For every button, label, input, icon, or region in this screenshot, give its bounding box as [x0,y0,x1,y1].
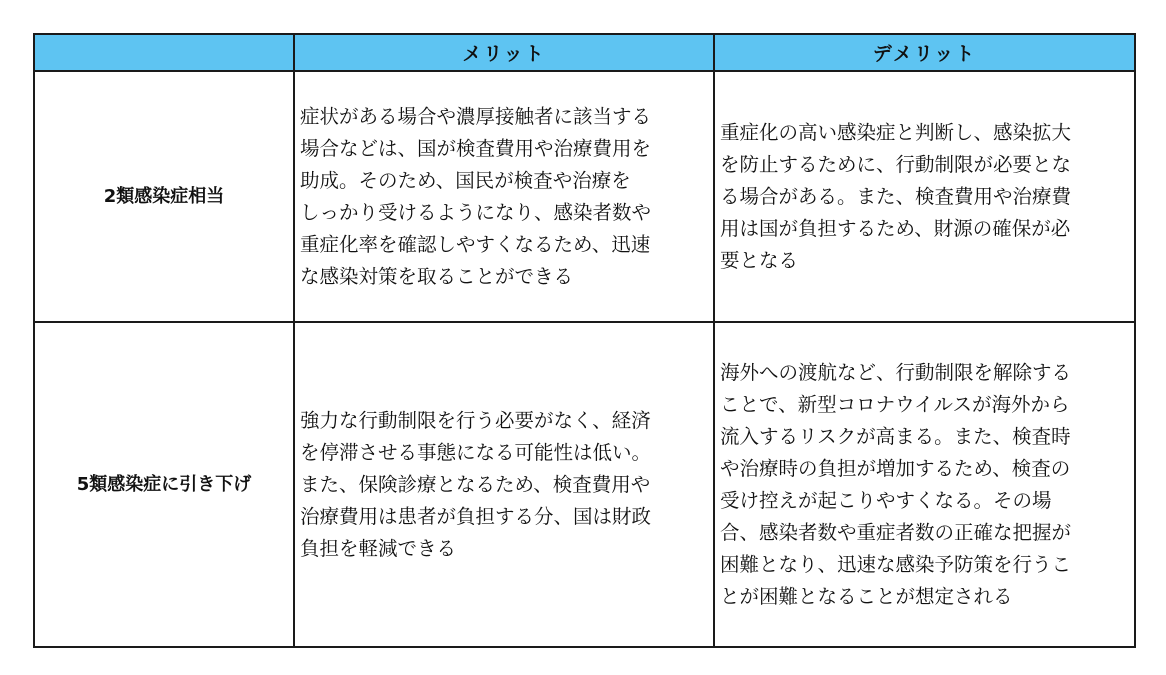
table-row [34,71,1135,322]
header-cell-empty [34,34,294,71]
row-label-class2: 2類感染症相当 [34,71,294,322]
table-header-row [34,34,1135,71]
comparison-table [33,33,1136,648]
merit-text-class2: 症状がある場合や濃厚接触者に該当する 場合などは、国が検査費用や治療費用を 助成。そのため、国民が検査や治療を しっかり受けるようになり、感染者数や 重症化率を確認しやすくなるため、迅速 な感染対策を取ることができる [300,104,652,288]
header-cell-demerit: デメリット [714,34,1135,71]
merit-cell-class2 [294,71,714,322]
demerit-text-class2: 重症化の高い感染症と判断し、感染拡大 を防止するために、行動制限が必要とな る場合がある。また、検査費用や治療費 用は国が負担するため、財源の確保が必 要となる [720,120,1072,272]
merit-text-class5: 強力な行動制限を行う必要がなく、経済 を停滞させる事態になる可能性は低い。 また、保険診療となるため、検査費用や 治療費用は患者が負担する分、国は財政 負担を軽減できる [300,408,652,560]
merit-cell-class5 [294,322,714,647]
header-cell-merit: メリット [294,34,714,71]
demerit-cell-class5 [714,322,1135,647]
comparison-table-container [33,33,1134,648]
table-row [34,322,1135,647]
row-label-class5: 5類感染症に引き下げ [34,322,294,647]
demerit-cell-class2 [714,71,1135,322]
demerit-text-class5: 海外への渡航など、行動制限を解除する ことで、新型コロナウイルスが海外から 流入するリスクが高まる。また、検査時 や治療時の負担が増加するため、検査の 受け控えが起こりやすくなる。その場 合、感染者数や重症者数の正確な把握が 困難となり、迅速な感染予防策を行うこ とが困難となることが想定される [720,360,1072,608]
